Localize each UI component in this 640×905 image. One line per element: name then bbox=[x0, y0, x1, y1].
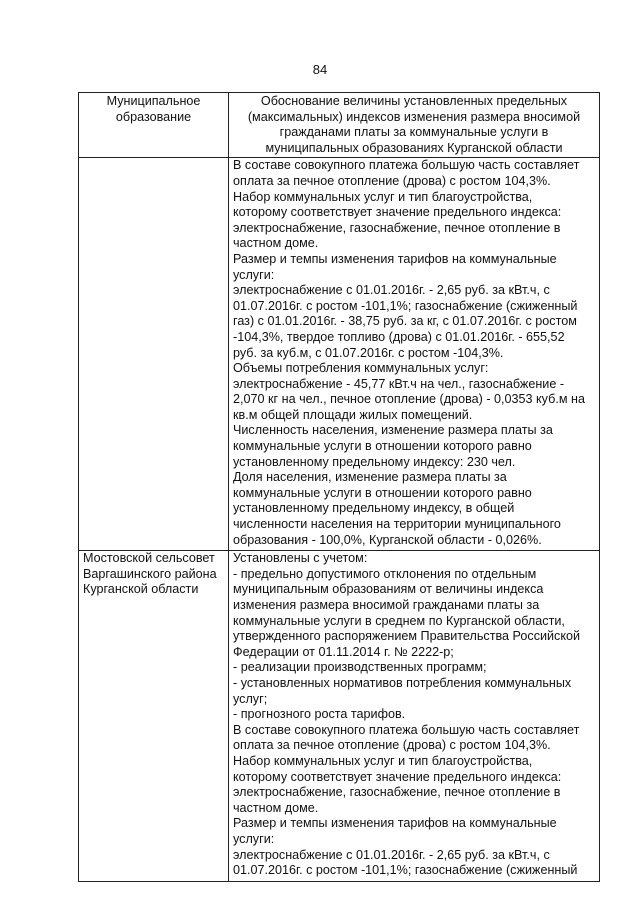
text-line: газ) с 01.01.2016г. - 38,75 руб. за кг, с 01.07.2016г. с ростом bbox=[233, 314, 577, 329]
table-row bbox=[79, 551, 600, 881]
text-line: электроснабжение с 01.01.2016г. - 2,65 руб. за кВт.ч, с bbox=[233, 847, 550, 862]
text-line: которому соответствует значение предельного индекса: bbox=[233, 205, 562, 220]
text-line: 01.07.2016г. с ростом -101,1%; газоснабжение (сжиженный bbox=[233, 863, 578, 878]
text-line: Установлены с учетом: bbox=[233, 551, 368, 566]
header-municipality bbox=[79, 93, 229, 158]
text-line: Набор коммунальных услуг и тип благоустройства, bbox=[233, 753, 533, 768]
text-line: -104,3%, твердое топливо (дрова) с 01.01.2016г. - 655,52 bbox=[233, 329, 565, 344]
text-line: коммунальные услуги в отношении которого равно bbox=[233, 439, 532, 454]
text-line: частном доме. bbox=[233, 800, 319, 815]
text-line: электроснабжение, газоснабжение, печное отопление в bbox=[233, 220, 561, 235]
text-line: Муниципальное bbox=[106, 94, 201, 108]
text-line: Размер и темпы изменения тарифов на коммунальные bbox=[233, 251, 557, 266]
text-line: услуги: bbox=[233, 831, 275, 846]
text-line: частном доме. bbox=[233, 236, 319, 251]
text-line: - прогнозного роста тарифов. bbox=[233, 707, 406, 722]
text-line: оплата за печное отопление (дрова) с ростом 104,3%. bbox=[233, 738, 551, 753]
cell-justification bbox=[229, 158, 600, 551]
text-line: Обоснование величины установленных предельных bbox=[260, 94, 568, 108]
municipal-index-table bbox=[78, 92, 600, 882]
text-line: руб. за куб.м, с 01.07.2016г. с ростом -104,3%. bbox=[233, 345, 504, 360]
table-row bbox=[79, 158, 600, 551]
cell-municipality bbox=[79, 158, 229, 551]
text-line: Варгашинского района bbox=[83, 566, 217, 581]
text-line: установленному предельному индексу, в общей bbox=[233, 501, 515, 516]
text-line: Объемы потребления коммунальных услуг: bbox=[233, 361, 489, 376]
text-line: услуг; bbox=[233, 691, 268, 706]
text-line: которому соответствует значение предельного индекса: bbox=[233, 769, 562, 784]
text-line: Мостовской сельсовет bbox=[83, 551, 215, 566]
text-line: - установленных нормативов потребления коммунальных bbox=[233, 675, 572, 690]
text-line: Федерации от 01.11.2014 г. № 2222-р; bbox=[233, 644, 454, 659]
text-line: гражданами платы за коммунальные услуги в bbox=[279, 125, 549, 140]
text-line: численности населения на территории муниципального bbox=[233, 517, 561, 532]
text-line: установленному предельному индексу: 230 чел. bbox=[233, 454, 516, 469]
text-line: Набор коммунальных услуг и тип благоустройства, bbox=[233, 189, 533, 204]
text-line: Курганской области bbox=[83, 582, 199, 597]
text-line: муниципальным образованиям от величины индекса bbox=[233, 582, 544, 597]
text-line: образования - 100,0%, Курганской области - 0,026%. bbox=[233, 532, 542, 547]
text-line: В составе совокупного платежа большую часть составляет bbox=[233, 722, 580, 737]
text-line: услуги: bbox=[233, 267, 275, 282]
text-line: электроснабжение - 45,77 кВт.ч на чел., газоснабжение - bbox=[233, 376, 565, 391]
text-line: коммунальные услуги в среднем по Курганской области, bbox=[233, 613, 565, 628]
text-line: электроснабжение, газоснабжение, печное отопление в bbox=[233, 785, 561, 800]
text-line: оплата за печное отопление (дрова) с ростом 104,3%. bbox=[233, 173, 551, 188]
header-justification bbox=[229, 93, 600, 158]
text-line: кв.м общей площади жилых помещений. bbox=[233, 407, 473, 422]
text-line: муниципальных образованиях Курганской области bbox=[265, 140, 563, 155]
text-line: Доля населения, изменение размера платы за bbox=[233, 470, 507, 485]
table-header-row bbox=[79, 93, 600, 158]
text-line: электроснабжение с 01.01.2016г. - 2,65 руб. за кВт.ч, с bbox=[233, 283, 550, 298]
text-line: 01.07.2016г. с ростом -101,1%; газоснабжение (сжиженный bbox=[233, 298, 578, 313]
text-line: коммунальные услуги в отношении которого равно bbox=[233, 485, 532, 500]
text-line: Размер и темпы изменения тарифов на коммунальные bbox=[233, 816, 557, 831]
cell-justification bbox=[229, 551, 600, 881]
text-line: (максимальных) индексов изменения размера вносимой bbox=[247, 109, 581, 124]
text-line: - предельно допустимого отклонения по отдельным bbox=[233, 566, 537, 581]
text-line: 2,070 кг на чел., печное отопление (дрова) - 0,0353 куб.м на bbox=[233, 392, 585, 407]
text-line: - реализации производственных программ; bbox=[233, 660, 487, 675]
text-line: В составе совокупного платежа большую часть составляет bbox=[233, 158, 580, 173]
text-line: образование bbox=[115, 109, 192, 124]
text-line: утвержденного распоряжением Правительства Российской bbox=[233, 629, 581, 644]
cell-municipality bbox=[79, 551, 229, 881]
text-line: изменения размера вносимой гражданами платы за bbox=[233, 598, 540, 612]
text-line: Численность населения, изменение размера платы за bbox=[233, 423, 553, 438]
page-number: 84 bbox=[312, 62, 328, 77]
